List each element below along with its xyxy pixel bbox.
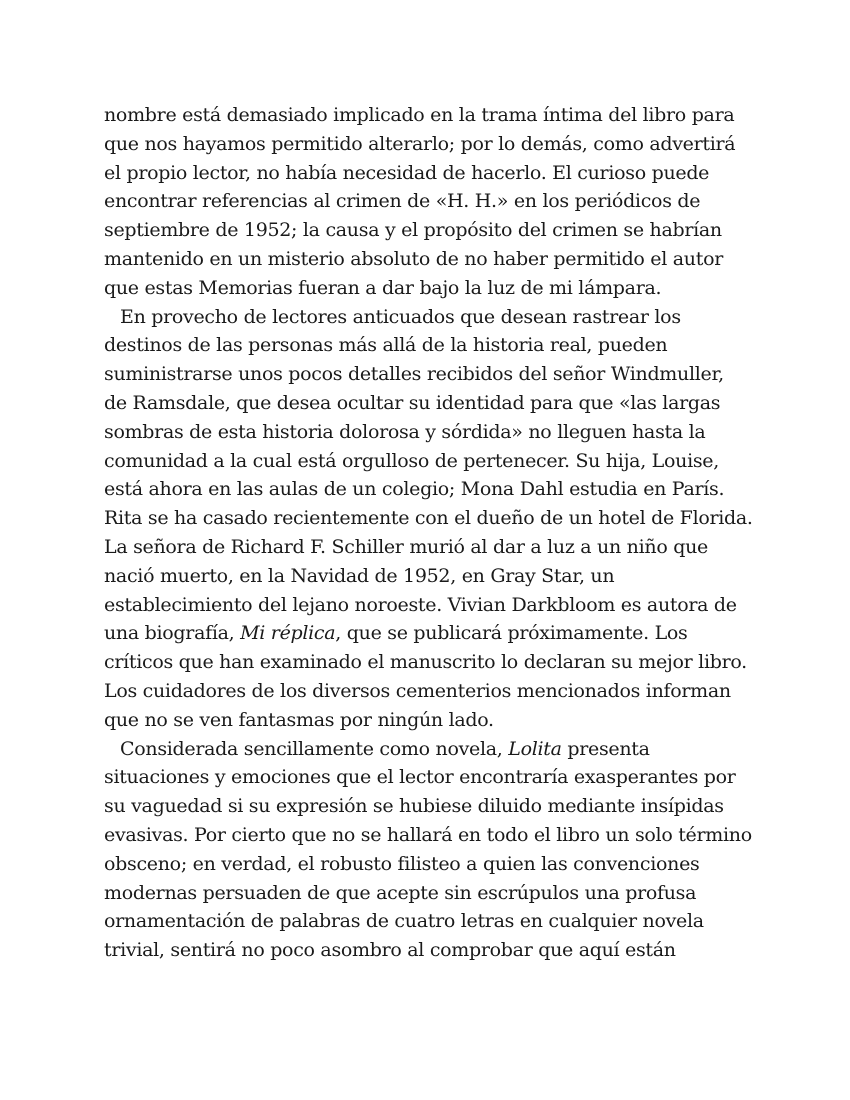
text-line: Considerada sencillamente como novela, Lolita presenta (120, 737, 650, 760)
text-line: septiembre de 1952; la causa y el propósito del crimen se habrían (104, 219, 722, 242)
text-line: modernas persuaden de que acepte sin escrúpulos una profusa (104, 881, 697, 904)
text-line: está ahora en las aulas de un colegio; Mona Dahl estudia en París. (104, 478, 725, 501)
text-line: que estas Memorias fueran a dar bajo la luz de mi lámpara. (104, 276, 662, 299)
text-line: ornamentación de palabras de cuatro letras en cualquier novela (104, 910, 704, 933)
text-line: trivial, sentirá no poco asombro al comprobar que aquí están (104, 939, 676, 962)
text-line: encontrar referencias al crimen de «H. H.» en los periódicos de (104, 190, 701, 213)
text-line: que nos hayamos permitido alterarlo; por lo demás, como advertirá (104, 132, 736, 155)
text-line: de Ramsdale, que desea ocultar su identidad para que «las largas (104, 391, 721, 414)
text-line: que no se ven fantasmas por ningún lado. (104, 708, 494, 731)
text-line: mantenido en un misterio absoluto de no haber permitido el autor (104, 247, 723, 270)
text-line: Los cuidadores de los diversos cementerios mencionados informan (104, 679, 731, 702)
text-line: establecimiento del lejano noroeste. Vivian Darkbloom es autora de (104, 593, 737, 616)
text-line: sombras de esta historia dolorosa y sórdida» no lleguen hasta la (104, 420, 706, 443)
text-line: destinos de las personas más allá de la historia real, pueden (104, 334, 668, 357)
text-line: suministrarse unos pocos detalles recibidos del señor Windmuller, (104, 363, 724, 386)
text-line: obsceno; en verdad, el robusto filisteo a quien las convenciones (104, 852, 700, 875)
text-line: evasivas. Por cierto que no se hallará en todo el libro un solo término (104, 823, 752, 846)
text-column (104, 101, 764, 965)
text-line: críticos que han examinado el manuscrito lo declaran su mejor libro. (104, 651, 747, 674)
text-line: comunidad a la cual está orgulloso de pertenecer. Su hija, Louise, (104, 449, 719, 472)
text-line: una biografía, Mi réplica, que se publicará próximamente. Los (104, 622, 688, 645)
text-line: En provecho de lectores anticuados que desean rastrear los (120, 305, 681, 328)
text-line: La señora de Richard F. Schiller murió al dar a luz a un niño que (104, 535, 708, 558)
text-line: Rita se ha casado recientemente con el dueño de un hotel de Florida. (104, 507, 753, 530)
paragraph (104, 303, 764, 735)
text-line: nació muerto, en la Navidad de 1952, en Gray Star, un (104, 564, 615, 587)
text-line: situaciones y emociones que el lector encontraría exasperantes por (104, 766, 736, 789)
paragraph (104, 735, 764, 965)
text-line: el propio lector, no había necesidad de hacerlo. El curioso puede (104, 161, 710, 184)
text-line: su vaguedad si su expresión se hubiese diluido mediante insípidas (104, 795, 724, 818)
paragraph (104, 101, 764, 303)
text-line: nombre está demasiado implicado en la trama íntima del libro para (104, 104, 735, 126)
